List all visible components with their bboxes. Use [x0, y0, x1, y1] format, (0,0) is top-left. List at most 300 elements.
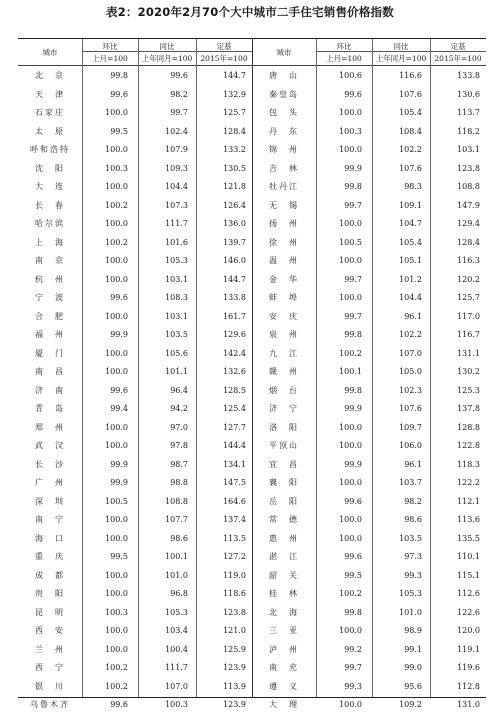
right-mom-cell: 99.3: [344, 681, 362, 691]
left-mom-cell: 100.5: [105, 496, 128, 506]
right-city-cell: 徐 州: [269, 237, 299, 247]
left-base-cell: 118.6: [223, 589, 246, 598]
left-city-cell: 海 口: [35, 533, 65, 543]
right-city-cell: 湛 江: [269, 552, 299, 561]
right-base-cell: 135.5: [457, 533, 480, 543]
right-city-cell: 平顶山: [269, 441, 299, 450]
right-mom-cell: 99.5: [344, 570, 362, 580]
left-city-cell: 大 连: [35, 182, 65, 191]
left-mom-cell: 100.0: [105, 570, 128, 580]
header-base-right: 定基: [450, 42, 466, 51]
left-yoy-cell: 107.7: [165, 515, 188, 524]
left-city-cell: 北 京: [35, 71, 65, 80]
left-yoy-cell: 96.4: [170, 385, 188, 395]
table-title: 表2：2020年2月70个大中城市二手住宅销售价格指数: [106, 5, 394, 19]
right-yoy-cell: 102.3: [399, 385, 422, 395]
left-city-cell: 厦 门: [35, 348, 65, 358]
table-row: [18, 678, 486, 697]
right-mom-cell: 100.0: [339, 626, 362, 635]
left-yoy-cell: 101.1: [165, 367, 188, 376]
header-divider-left: [82, 51, 252, 52]
left-mom-cell: 100.0: [105, 515, 128, 524]
left-yoy-cell: 100.4: [165, 644, 188, 654]
right-mom-cell: 99.7: [344, 311, 362, 321]
left-yoy-cell: 100.1: [165, 552, 188, 561]
left-yoy-cell: 98.8: [170, 478, 188, 487]
right-yoy-cell: 106.0: [399, 441, 422, 450]
left-mom-cell: 100.0: [105, 589, 128, 598]
left-mom-cell: 99.9: [110, 478, 128, 487]
table-row: [18, 308, 486, 327]
right-city-cell: 大 理: [269, 700, 299, 709]
left-base-cell: 132.9: [223, 89, 246, 99]
right-base-cell: 116.7: [457, 330, 480, 339]
left-base-cell: 123.9: [223, 700, 246, 709]
right-mom-cell: 100.0: [339, 219, 362, 228]
right-base-cell: 122.2: [457, 478, 480, 487]
left-base-cell: 134.1: [223, 459, 246, 469]
right-base-cell: 120.0: [457, 626, 480, 635]
left-mom-cell: 99.5: [110, 552, 128, 561]
left-city-cell: 福 州: [35, 330, 65, 339]
left-city-cell: 合 肥: [35, 311, 65, 321]
table-row: [18, 67, 486, 86]
table-row: [18, 622, 486, 641]
right-mom-cell: 100.0: [339, 145, 362, 154]
left-mom-cell: 100.0: [105, 145, 128, 154]
right-yoy-cell: 109.7: [399, 422, 422, 432]
table-row: [18, 493, 486, 512]
right-mom-cell: 99.9: [344, 163, 362, 173]
left-yoy-cell: 100.3: [165, 700, 188, 709]
right-mom-cell: 99.6: [344, 496, 362, 506]
left-base-cell: 161.7: [223, 311, 246, 321]
right-yoy-cell: 96.1: [404, 459, 422, 469]
left-mom-cell: 100.2: [105, 200, 128, 210]
left-mom-cell: 100.0: [105, 533, 128, 543]
left-yoy-cell: 107.0: [165, 681, 188, 691]
right-city-cell: 襄 阳: [269, 478, 299, 487]
header-mom-sub-left: 上月=100: [92, 54, 128, 63]
table-row: [18, 326, 486, 345]
right-base-cell: 122.6: [457, 607, 480, 617]
left-yoy-cell: 99.6: [170, 71, 188, 80]
right-mom-cell: 100.0: [339, 108, 362, 117]
right-base-cell: 130.6: [457, 89, 480, 99]
table-row: [18, 271, 486, 290]
header-mom-right: 环比: [336, 42, 352, 51]
left-yoy-cell: 103.1: [165, 311, 188, 321]
left-mom-cell: 100.0: [105, 311, 128, 321]
header-yoy-sub-left: 上年同月=100: [141, 54, 193, 63]
left-base-cell: 125.4: [223, 404, 246, 413]
right-yoy-cell: 109.1: [399, 200, 422, 210]
right-base-cell: 117.0: [457, 311, 480, 321]
left-mom-cell: 99.6: [110, 385, 128, 395]
left-yoy-cell: 105.3: [165, 607, 188, 617]
left-yoy-cell: 98.7: [170, 459, 188, 469]
left-city-cell: 天 津: [35, 89, 65, 99]
right-yoy-cell: 98.9: [404, 626, 422, 635]
right-mom-cell: 99.8: [344, 385, 362, 395]
right-city-cell: 岳 阳: [269, 496, 299, 506]
right-mom-cell: 100.0: [339, 533, 362, 543]
right-mom-cell: 99.8: [344, 182, 362, 191]
left-yoy-cell: 102.4: [165, 126, 188, 136]
right-base-cell: 137.8: [457, 404, 480, 413]
left-base-cell: 126.4: [223, 200, 246, 210]
table-row: [18, 178, 486, 197]
left-city-cell: 郑 州: [35, 422, 65, 432]
header-mom-sub-right: 上月=100: [326, 54, 362, 63]
right-yoy-cell: 103.5: [399, 533, 422, 543]
right-base-cell: 122.8: [457, 441, 480, 450]
right-mom-cell: 100.6: [339, 71, 362, 80]
left-yoy-cell: 107.3: [165, 200, 188, 210]
left-mom-cell: 99.6: [110, 700, 128, 709]
right-mom-cell: 99.2: [344, 644, 362, 654]
right-mom-cell: 100.3: [339, 126, 362, 136]
right-yoy-cell: 107.0: [399, 348, 422, 358]
left-base-cell: 121.0: [223, 626, 246, 635]
left-yoy-cell: 103.1: [165, 274, 188, 284]
left-mom-cell: 99.4: [110, 404, 128, 413]
left-base-cell: 127.2: [223, 552, 246, 561]
right-yoy-cell: 107.6: [399, 404, 422, 413]
table-row: [18, 289, 486, 308]
right-mom-cell: 100.0: [339, 422, 362, 432]
left-city-cell: 深 圳: [35, 496, 65, 506]
right-yoy-cell: 97.3: [404, 552, 422, 561]
table-row: [18, 419, 486, 438]
left-base-cell: 130.5: [223, 163, 246, 173]
right-base-cell: 131.0: [457, 700, 480, 709]
left-city-cell: 西 安: [35, 626, 65, 635]
right-base-cell: 112.6: [457, 589, 480, 598]
right-city-cell: 包 头: [269, 108, 299, 117]
left-base-cell: 125.9: [223, 644, 246, 654]
left-base-cell: 144.7: [223, 274, 246, 284]
right-base-cell: 125.3: [457, 385, 480, 395]
left-base-cell: 113.5: [223, 533, 246, 543]
right-city-cell: 常 德: [269, 515, 299, 524]
left-base-cell: 129.6: [223, 330, 246, 339]
left-city-cell: 贵 阳: [35, 589, 65, 598]
right-city-cell: 南 充: [269, 663, 299, 672]
left-mom-cell: 100.3: [105, 607, 128, 617]
right-yoy-cell: 105.1: [399, 256, 422, 265]
left-yoy-cell: 101.6: [165, 237, 188, 247]
left-yoy-cell: 101.0: [165, 570, 188, 580]
left-yoy-cell: 103.5: [165, 330, 188, 339]
right-base-cell: 130.2: [457, 367, 480, 376]
left-city-cell: 南 宁: [35, 515, 65, 524]
left-city-cell: 长 春: [35, 200, 65, 210]
right-mom-cell: 100.1: [339, 367, 362, 376]
right-city-cell: 三 亚: [269, 626, 299, 635]
right-mom-cell: 99.6: [344, 89, 362, 99]
right-yoy-cell: 109.2: [399, 700, 422, 709]
left-city-cell: 沈 阳: [35, 163, 65, 173]
right-mom-cell: 100.0: [339, 441, 362, 450]
left-yoy-cell: 111.7: [165, 663, 188, 672]
right-city-cell: 韶 关: [269, 570, 299, 580]
table-row: [18, 437, 486, 456]
right-city-cell: 赣 州: [269, 367, 299, 376]
left-base-cell: 146.0: [223, 256, 246, 265]
left-base-cell: 128.4: [223, 126, 246, 136]
left-mom-cell: 99.8: [110, 71, 128, 80]
right-city-cell: 桂 林: [269, 589, 299, 598]
table-row: [18, 696, 486, 715]
left-base-cell: 137.4: [223, 515, 246, 524]
right-city-cell: 泉 州: [269, 330, 299, 339]
right-base-cell: 128.4: [457, 237, 480, 247]
table-row: [18, 585, 486, 604]
right-base-cell: 120.2: [457, 274, 480, 284]
left-city-cell: 青 岛: [35, 404, 65, 413]
right-yoy-cell: 95.6: [404, 681, 422, 691]
table-row: [18, 400, 486, 419]
left-yoy-cell: 97.0: [170, 422, 188, 432]
right-yoy-cell: 104.7: [399, 219, 422, 228]
right-city-cell: 温 州: [269, 256, 299, 265]
left-mom-cell: 100.0: [105, 441, 128, 450]
right-base-cell: 103.1: [457, 145, 480, 154]
left-city-cell: 银 川: [35, 681, 65, 691]
right-mom-cell: 100.0: [339, 700, 362, 709]
right-base-cell: 123.8: [457, 163, 480, 173]
right-base-cell: 129.4: [457, 219, 480, 228]
left-base-cell: 123.8: [223, 607, 246, 617]
left-mom-cell: 100.0: [105, 348, 128, 358]
right-base-cell: 118.2: [457, 126, 480, 136]
left-mom-cell: 100.0: [105, 367, 128, 376]
right-city-cell: 金 华: [269, 274, 299, 284]
left-yoy-cell: 105.6: [165, 348, 188, 358]
right-mom-cell: 99.9: [344, 459, 362, 469]
left-mom-cell: 100.0: [105, 644, 128, 654]
left-base-cell: 113.9: [223, 681, 246, 691]
table-row: [18, 548, 486, 567]
right-yoy-cell: 103.7: [399, 478, 422, 487]
left-city-cell: 昆 明: [35, 607, 65, 617]
left-base-cell: 123.9: [223, 663, 246, 672]
right-base-cell: 116.3: [457, 256, 480, 265]
right-city-cell: 扬 州: [269, 219, 299, 228]
right-base-cell: 115.1: [457, 570, 480, 580]
left-base-cell: 133.2: [223, 145, 246, 154]
header-mom-left: 环比: [102, 42, 118, 51]
left-yoy-cell: 94.2: [170, 404, 188, 413]
left-city-cell: 太 原: [35, 126, 65, 136]
left-base-cell: 132.6: [223, 367, 246, 376]
right-city-cell: 蚌 埠: [269, 293, 299, 302]
left-base-cell: 147.5: [223, 478, 246, 487]
right-city-cell: 烟 台: [269, 385, 299, 395]
right-city-cell: 秦皇岛: [269, 89, 299, 99]
right-city-cell: 泸 州: [269, 644, 299, 654]
right-yoy-cell: 105.3: [399, 589, 422, 598]
right-city-cell: 安 庆: [269, 311, 299, 321]
right-city-cell: 吉 林: [269, 163, 299, 173]
table-row: [18, 197, 486, 216]
right-base-cell: 119.1: [457, 644, 480, 654]
right-base-cell: 108.8: [457, 182, 480, 191]
table-row: [18, 215, 486, 234]
left-city-cell: 上 海: [35, 237, 65, 247]
right-base-cell: 131.1: [457, 348, 480, 358]
left-mom-cell: 99.9: [110, 330, 128, 339]
left-yoy-cell: 104.4: [165, 182, 188, 191]
left-city-cell: 武 汉: [35, 441, 65, 450]
right-base-cell: 119.6: [457, 663, 480, 672]
right-city-cell: 锦 州: [269, 145, 299, 154]
left-mom-cell: 99.6: [110, 293, 128, 302]
left-yoy-cell: 108.8: [165, 496, 188, 506]
table-row: [18, 604, 486, 623]
left-mom-cell: 100.0: [105, 422, 128, 432]
left-base-cell: 144.7: [223, 71, 246, 80]
header-yoy-right: 同比: [393, 42, 409, 51]
header-base-left: 定基: [216, 42, 232, 51]
left-base-cell: 142.4: [223, 348, 246, 358]
table-row: [18, 86, 486, 105]
right-yoy-cell: 101.0: [399, 607, 422, 617]
left-mom-cell: 100.0: [105, 626, 128, 635]
left-yoy-cell: 109.3: [165, 163, 188, 173]
left-city-cell: 杭 州: [35, 274, 65, 284]
right-base-cell: 133.8: [457, 71, 480, 80]
header-city-right: 城市: [276, 48, 292, 57]
left-city-cell: 南 京: [35, 256, 65, 265]
right-mom-cell: 99.6: [344, 552, 362, 561]
table-row: [18, 123, 486, 142]
left-yoy-cell: 98.2: [170, 89, 188, 99]
right-yoy-cell: 105.4: [399, 108, 422, 117]
left-yoy-cell: 97.8: [170, 441, 188, 450]
left-yoy-cell: 96.8: [170, 589, 188, 598]
right-mom-cell: 100.0: [339, 256, 362, 265]
header-city-left: 城市: [42, 48, 58, 57]
left-yoy-cell: 108.3: [165, 293, 188, 302]
right-mom-cell: 99.9: [344, 404, 362, 413]
right-base-cell: 118.3: [457, 459, 480, 469]
table-row: [18, 641, 486, 660]
table-row: [18, 104, 486, 123]
header-base-sub-left: 2015年=100: [200, 54, 248, 63]
header-divider-right: [316, 51, 486, 52]
left-yoy-cell: 103.4: [165, 626, 188, 635]
left-city-cell: 成 都: [35, 570, 65, 580]
right-city-cell: 济 宁: [269, 404, 299, 413]
right-city-cell: 无 锡: [269, 200, 299, 210]
left-mom-cell: 100.0: [105, 256, 128, 265]
table-row: [18, 160, 486, 179]
right-base-cell: 110.1: [457, 552, 480, 561]
right-base-cell: 113.6: [457, 515, 480, 524]
right-base-cell: 147.9: [457, 200, 480, 210]
right-mom-cell: 100.0: [339, 293, 362, 302]
right-mom-cell: 99.8: [344, 330, 362, 339]
table-row: [18, 659, 486, 678]
right-city-cell: 九 江: [269, 348, 299, 358]
left-city-cell: 乌鲁木齐: [30, 700, 70, 709]
table-row: [18, 345, 486, 364]
right-yoy-cell: 99.3: [404, 570, 422, 580]
right-mom-cell: 100.2: [339, 589, 362, 598]
left-base-cell: 119.0: [223, 570, 246, 580]
left-base-cell: 139.7: [223, 237, 246, 247]
right-base-cell: 125.7: [457, 293, 480, 302]
right-yoy-cell: 104.4: [399, 293, 422, 302]
left-mom-cell: 100.3: [105, 163, 128, 173]
left-city-cell: 广 州: [35, 478, 65, 487]
left-city-cell: 济 南: [35, 385, 65, 395]
right-base-cell: 113.7: [457, 108, 480, 117]
left-base-cell: 133.8: [223, 293, 246, 302]
right-yoy-cell: 102.2: [399, 330, 422, 339]
left-base-cell: 121.8: [223, 182, 246, 191]
left-city-cell: 宁 波: [35, 293, 65, 302]
table-row: [18, 474, 486, 493]
table-row: [18, 382, 486, 401]
header-yoy-sub-right: 上年同月=100: [375, 54, 427, 63]
table-row: [18, 363, 486, 382]
right-yoy-cell: 96.1: [404, 311, 422, 321]
left-mom-cell: 100.0: [105, 182, 128, 191]
right-city-cell: 洛 阳: [269, 422, 299, 432]
right-yoy-cell: 105.0: [399, 367, 422, 376]
right-yoy-cell: 99.0: [404, 663, 422, 672]
right-city-cell: 宜 昌: [269, 459, 299, 469]
right-city-cell: 牡丹江: [269, 182, 299, 191]
left-city-cell: 重 庆: [35, 552, 65, 561]
right-city-cell: 唐 山: [269, 71, 299, 80]
left-mom-cell: 99.6: [110, 89, 128, 99]
left-city-cell: 西 宁: [35, 663, 65, 672]
table-row: [18, 567, 486, 586]
right-yoy-cell: 98.6: [404, 515, 422, 524]
right-mom-cell: 99.8: [344, 607, 362, 617]
left-mom-cell: 100.0: [105, 274, 128, 284]
right-base-cell: 112.1: [457, 496, 480, 506]
left-base-cell: 125.7: [223, 108, 246, 117]
right-yoy-cell: 98.3: [404, 182, 422, 191]
left-mom-cell: 100.2: [105, 663, 128, 672]
right-yoy-cell: 107.6: [399, 163, 422, 173]
right-yoy-cell: 99.1: [404, 644, 422, 654]
left-yoy-cell: 105.3: [165, 256, 188, 265]
table-row: [18, 511, 486, 530]
right-base-cell: 128.8: [457, 422, 480, 432]
right-yoy-cell: 107.6: [399, 89, 422, 99]
right-yoy-cell: 108.4: [399, 126, 422, 136]
left-base-cell: 164.6: [223, 496, 246, 506]
right-yoy-cell: 102.2: [399, 145, 422, 154]
left-city-cell: 兰 州: [35, 644, 65, 654]
left-city-cell: 哈尔滨: [35, 219, 65, 228]
price-index-table: [18, 38, 486, 709]
right-city-cell: 惠 州: [269, 533, 299, 543]
right-mom-cell: 99.7: [344, 274, 362, 284]
table-row: [18, 530, 486, 549]
right-mom-cell: 100.5: [339, 237, 362, 247]
table-row: [18, 456, 486, 475]
table-row: [18, 234, 486, 253]
table-row: [18, 252, 486, 271]
right-city-cell: 丹 东: [269, 126, 299, 136]
